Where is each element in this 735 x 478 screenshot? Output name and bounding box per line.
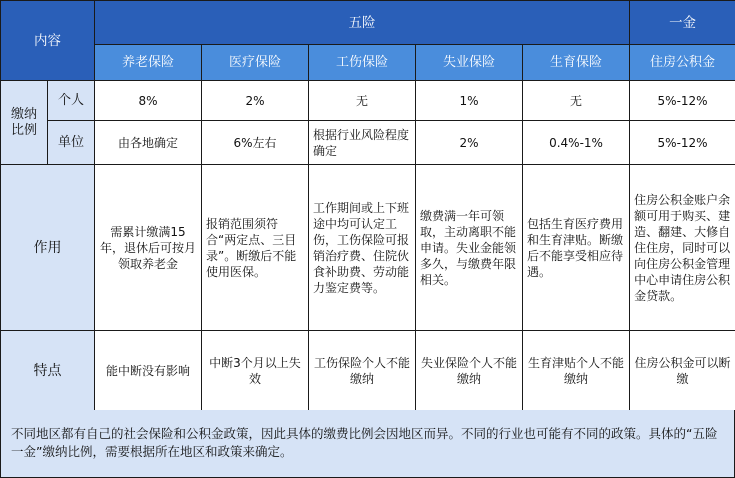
feature-label: 特点 [1, 331, 95, 411]
header-group-row [1, 1, 735, 45]
table-cell: 0.4%-1% [523, 121, 630, 165]
table-cell: 需累计缴满15年，退休后可按月领取养老金 [95, 165, 202, 331]
table-cell: 工伤保险个人不能缴纳 [309, 331, 416, 411]
employer-label: 单位 [48, 121, 95, 165]
table-cell: 1% [416, 81, 523, 121]
column-header-housing-fund: 住房公积金 [630, 45, 735, 81]
one-fund-header: 一金 [630, 1, 735, 45]
column-header-row [1, 45, 735, 81]
table-cell: 住房公积金可以断缴 [630, 331, 735, 411]
policy-note: 不同地区都有自己的社会保险和公积金政策，因此具体的缴费比例会因地区而异。不同的行业也可能有不同的政策。具体的“五险一金”缴纳比例，需要根据所在地区和政策来确定。 [0, 410, 735, 478]
function-label: 作用 [1, 165, 95, 331]
contribution-label: 缴纳比例 [1, 81, 48, 165]
column-header-medical: 医疗保险 [202, 45, 309, 81]
five-insurances-header: 五险 [95, 1, 630, 45]
table-cell: 由各地确定 [95, 121, 202, 165]
personal-row [1, 81, 735, 121]
column-header-maternity: 生育保险 [523, 45, 630, 81]
personal-label: 个人 [48, 81, 95, 121]
table-cell: 5%-12% [630, 121, 735, 165]
table-cell: 报销范围须符合“两定点、三目录”。断缴后不能使用医保。 [202, 165, 309, 331]
table-cell: 包括生育医疗费用和生育津贴。断缴后不能享受相应待遇。 [523, 165, 630, 331]
function-row [1, 165, 735, 331]
table-cell: 中断3个月以上失效 [202, 331, 309, 411]
table-cell: 8% [95, 81, 202, 121]
table-cell: 2% [416, 121, 523, 165]
column-header-injury: 工伤保险 [309, 45, 416, 81]
table-cell: 6%左右 [202, 121, 309, 165]
table-cell: 缴费满一年可领取，主动离职不能申请。失业金能领多久，与缴费年限相关。 [416, 165, 523, 331]
table-cell: 5%-12% [630, 81, 735, 121]
table-cell: 住房公积金账户余额可用于购买、建造、翻建、大修自住住房，同时可以向住房公积金管理中心申请住房公积金贷款。 [630, 165, 735, 331]
table-cell: 无 [523, 81, 630, 121]
table-cell: 2% [202, 81, 309, 121]
table-cell: 失业保险个人不能缴纳 [416, 331, 523, 411]
table-cell: 能中断没有影响 [95, 331, 202, 411]
table-cell: 根据行业风险程度确定 [309, 121, 416, 165]
feature-row [1, 331, 735, 411]
column-header-pension: 养老保险 [95, 45, 202, 81]
content-header: 内容 [1, 1, 95, 81]
table-cell: 工作期间或上下班途中均可认定工伤，工伤保险可报销治疗费、住院伙食补助费、劳动能力鉴定费等。 [309, 165, 416, 331]
table-cell: 无 [309, 81, 416, 121]
table-cell: 生育津贴个人不能缴纳 [523, 331, 630, 411]
employer-row [1, 121, 735, 165]
column-header-unemployment: 失业保险 [416, 45, 523, 81]
